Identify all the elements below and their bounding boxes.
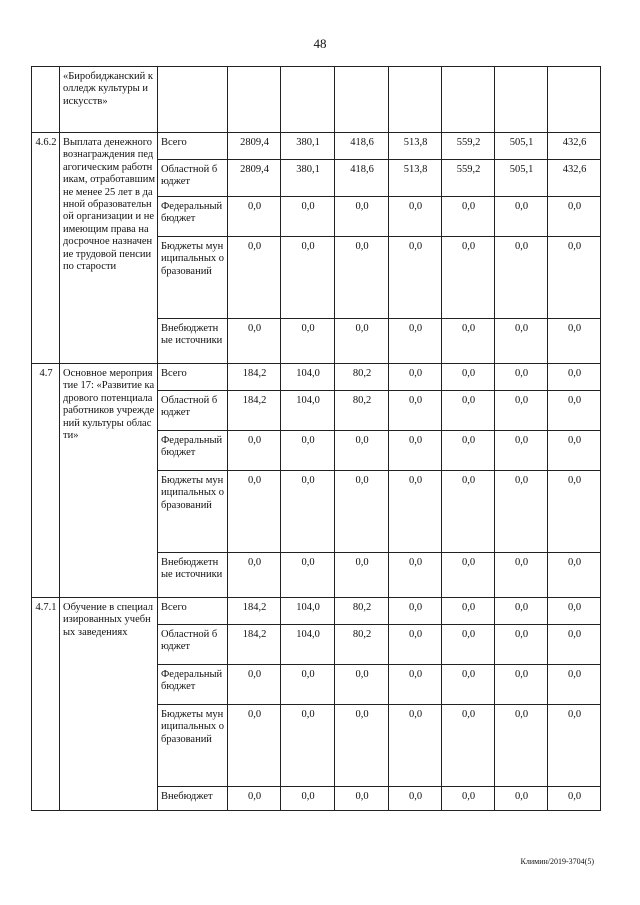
- amount-cell: 513,8: [389, 160, 442, 197]
- amount-cell: [442, 67, 495, 133]
- funding-source: Областной бюджет: [158, 160, 228, 197]
- amount-cell: 0,0: [495, 364, 548, 391]
- amount-cell: 0,0: [228, 237, 281, 319]
- amount-cell: 0,0: [495, 553, 548, 598]
- amount-cell: 104,0: [281, 364, 335, 391]
- amount-cell: 0,0: [389, 237, 442, 319]
- amount-cell: 0,0: [442, 553, 495, 598]
- funding-source: Областной бюджет: [158, 625, 228, 665]
- amount-cell: 418,6: [335, 133, 389, 160]
- amount-cell: 0,0: [548, 391, 601, 431]
- document-code: Климин/2019-3704(5): [520, 857, 594, 866]
- amount-cell: 0,0: [335, 553, 389, 598]
- amount-cell: 80,2: [335, 625, 389, 665]
- amount-cell: 0,0: [495, 319, 548, 364]
- amount-cell: 0,0: [281, 237, 335, 319]
- funding-source: [158, 67, 228, 133]
- amount-cell: 0,0: [228, 705, 281, 787]
- amount-cell: 80,2: [335, 598, 389, 625]
- amount-cell: 0,0: [548, 471, 601, 553]
- amount-cell: 0,0: [335, 431, 389, 471]
- funding-source: Внебюджетные источники: [158, 553, 228, 598]
- amount-cell: 0,0: [335, 665, 389, 705]
- row-code: 4.7: [32, 364, 60, 598]
- funding-source: Внебюджет: [158, 787, 228, 811]
- amount-cell: [495, 67, 548, 133]
- amount-cell: 505,1: [495, 160, 548, 197]
- funding-source: Всего: [158, 133, 228, 160]
- amount-cell: 505,1: [495, 133, 548, 160]
- amount-cell: 0,0: [335, 237, 389, 319]
- amount-cell: 0,0: [548, 705, 601, 787]
- amount-cell: 0,0: [495, 787, 548, 811]
- amount-cell: 513,8: [389, 133, 442, 160]
- amount-cell: 432,6: [548, 160, 601, 197]
- amount-cell: 0,0: [281, 787, 335, 811]
- row-code: [32, 67, 60, 133]
- amount-cell: 0,0: [281, 197, 335, 237]
- amount-cell: 0,0: [389, 553, 442, 598]
- amount-cell: 380,1: [281, 133, 335, 160]
- amount-cell: 0,0: [228, 319, 281, 364]
- amount-cell: [228, 67, 281, 133]
- funding-source: Федеральный бюджет: [158, 431, 228, 471]
- amount-cell: 0,0: [389, 364, 442, 391]
- funding-source: Федеральный бюджет: [158, 197, 228, 237]
- amount-cell: 0,0: [389, 431, 442, 471]
- amount-cell: 0,0: [495, 665, 548, 705]
- amount-cell: 0,0: [442, 197, 495, 237]
- amount-cell: [548, 67, 601, 133]
- amount-cell: 184,2: [228, 364, 281, 391]
- amount-cell: 0,0: [335, 471, 389, 553]
- amount-cell: 0,0: [548, 665, 601, 705]
- amount-cell: 0,0: [495, 237, 548, 319]
- amount-cell: 2809,4: [228, 160, 281, 197]
- amount-cell: 0,0: [389, 471, 442, 553]
- amount-cell: 0,0: [442, 705, 495, 787]
- amount-cell: 0,0: [228, 431, 281, 471]
- activity-name: Обучение в специализированных учебных заведениях: [60, 598, 158, 811]
- amount-cell: 0,0: [281, 553, 335, 598]
- amount-cell: 0,0: [495, 391, 548, 431]
- funding-source: Бюджеты муниципальных образований: [158, 237, 228, 319]
- amount-cell: 0,0: [389, 598, 442, 625]
- amount-cell: 184,2: [228, 598, 281, 625]
- amount-cell: 0,0: [389, 391, 442, 431]
- activity-name: «Биробиджанский колледж культуры и искусств»: [60, 67, 158, 133]
- amount-cell: 0,0: [389, 319, 442, 364]
- amount-cell: 559,2: [442, 133, 495, 160]
- funding-source: Федеральный бюджет: [158, 665, 228, 705]
- amount-cell: 0,0: [548, 364, 601, 391]
- amount-cell: 0,0: [548, 787, 601, 811]
- funding-source: Всего: [158, 364, 228, 391]
- amount-cell: 184,2: [228, 625, 281, 665]
- amount-cell: 0,0: [442, 364, 495, 391]
- funding-source: Всего: [158, 598, 228, 625]
- amount-cell: 2809,4: [228, 133, 281, 160]
- funding-source: Областной бюджет: [158, 391, 228, 431]
- amount-cell: 0,0: [495, 598, 548, 625]
- amount-cell: 0,0: [442, 787, 495, 811]
- amount-cell: 0,0: [281, 471, 335, 553]
- amount-cell: 0,0: [548, 197, 601, 237]
- amount-cell: 0,0: [335, 705, 389, 787]
- amount-cell: 0,0: [442, 319, 495, 364]
- table-row: [32, 133, 601, 160]
- amount-cell: 0,0: [495, 431, 548, 471]
- activity-name: Основное мероприятие 17: «Развитие кадрового потенциала работников учреждений культуры области»: [60, 364, 158, 598]
- amount-cell: 0,0: [228, 471, 281, 553]
- amount-cell: 0,0: [495, 625, 548, 665]
- table-row: [32, 364, 601, 391]
- table-row: [32, 67, 601, 133]
- amount-cell: 0,0: [548, 598, 601, 625]
- amount-cell: 104,0: [281, 391, 335, 431]
- amount-cell: 0,0: [548, 553, 601, 598]
- amount-cell: 0,0: [335, 319, 389, 364]
- amount-cell: 0,0: [335, 197, 389, 237]
- amount-cell: 0,0: [281, 705, 335, 787]
- row-code: 4.6.2: [32, 133, 60, 364]
- funding-source: Бюджеты муниципальных образований: [158, 471, 228, 553]
- amount-cell: 0,0: [281, 319, 335, 364]
- amount-cell: 0,0: [442, 598, 495, 625]
- amount-cell: 0,0: [389, 705, 442, 787]
- amount-cell: 0,0: [281, 665, 335, 705]
- amount-cell: 0,0: [495, 705, 548, 787]
- amount-cell: 432,6: [548, 133, 601, 160]
- amount-cell: 0,0: [442, 237, 495, 319]
- amount-cell: 0,0: [495, 471, 548, 553]
- funding-source: Бюджеты муниципальных образований: [158, 705, 228, 787]
- amount-cell: 418,6: [335, 160, 389, 197]
- amount-cell: 0,0: [442, 471, 495, 553]
- amount-cell: 0,0: [228, 553, 281, 598]
- amount-cell: 0,0: [442, 665, 495, 705]
- amount-cell: 0,0: [389, 665, 442, 705]
- amount-cell: 0,0: [442, 391, 495, 431]
- amount-cell: [389, 67, 442, 133]
- amount-cell: 0,0: [228, 197, 281, 237]
- amount-cell: 0,0: [548, 431, 601, 471]
- amount-cell: 0,0: [548, 625, 601, 665]
- amount-cell: 0,0: [548, 319, 601, 364]
- amount-cell: 0,0: [335, 787, 389, 811]
- page-number: 48: [313, 36, 327, 51]
- amount-cell: 80,2: [335, 364, 389, 391]
- budget-table: [31, 66, 601, 811]
- funding-source: Внебюджетные источники: [158, 319, 228, 364]
- amount-cell: [335, 67, 389, 133]
- table-row: [32, 598, 601, 625]
- activity-name: Выплата денежного вознаграждения педагогическим работникам, отработавшим не менее 25 лет в данной образовательной организации и не имеющим права на досрочное назначение трудовой пенсии по старости: [60, 133, 158, 364]
- amount-cell: 0,0: [389, 625, 442, 665]
- amount-cell: 0,0: [442, 625, 495, 665]
- amount-cell: 0,0: [228, 665, 281, 705]
- amount-cell: 184,2: [228, 391, 281, 431]
- amount-cell: 380,1: [281, 160, 335, 197]
- row-code: 4.7.1: [32, 598, 60, 811]
- amount-cell: [281, 67, 335, 133]
- amount-cell: 0,0: [495, 197, 548, 237]
- amount-cell: 104,0: [281, 625, 335, 665]
- amount-cell: 0,0: [281, 431, 335, 471]
- amount-cell: 0,0: [548, 237, 601, 319]
- amount-cell: 104,0: [281, 598, 335, 625]
- amount-cell: 0,0: [442, 431, 495, 471]
- amount-cell: 80,2: [335, 391, 389, 431]
- amount-cell: 559,2: [442, 160, 495, 197]
- amount-cell: 0,0: [389, 197, 442, 237]
- amount-cell: 0,0: [228, 787, 281, 811]
- amount-cell: 0,0: [389, 787, 442, 811]
